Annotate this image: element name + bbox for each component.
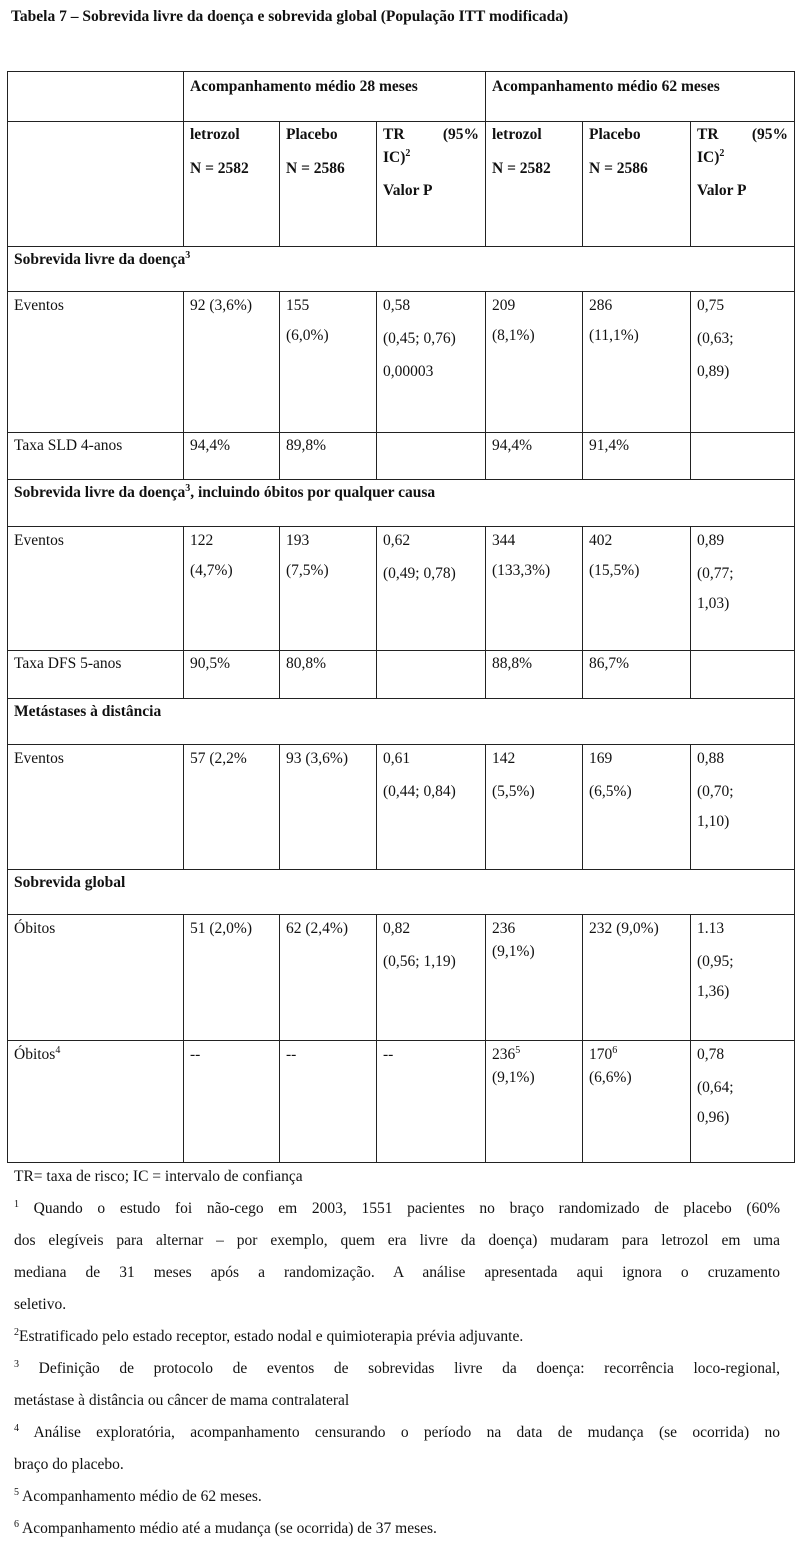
col-n: N = 2582	[492, 159, 551, 177]
footnote-5	[14, 1481, 780, 1513]
col-label: (95%	[751, 126, 788, 143]
cell-line: (0,45; 0,76)	[383, 329, 456, 347]
col-n: N = 2586	[286, 159, 345, 177]
cell	[583, 745, 691, 870]
row-label: Eventos	[8, 527, 184, 651]
results-table	[7, 71, 795, 1163]
col-label: Placebo	[589, 126, 641, 143]
col-label: letrozol	[492, 126, 542, 143]
cell-line: (133,3%)	[492, 561, 551, 579]
cell-line: 1,10)	[697, 812, 730, 830]
table-row	[8, 292, 795, 433]
cell	[377, 292, 486, 433]
cell-line: 170	[589, 1046, 613, 1063]
footnotes	[14, 1161, 780, 1545]
section-row	[8, 699, 795, 745]
cell	[691, 433, 795, 480]
footnote-text: dos elegíveis para alternar – por exemplo, quem era livre da doença) mudaram para letrozol em uma	[14, 1232, 780, 1249]
row-label	[8, 1041, 184, 1163]
cell	[486, 915, 583, 1041]
cell: 89,8%	[280, 433, 377, 480]
cell-line: 0,78	[697, 1046, 725, 1063]
cell	[486, 527, 583, 651]
footnote-ref: 6	[612, 1044, 618, 1056]
footnote-2	[14, 1321, 780, 1353]
footnote-text: metástase à distância ou câncer de mama contralateral	[14, 1392, 350, 1409]
cell-line: 236	[492, 920, 516, 937]
cell: 90,5%	[184, 651, 280, 699]
cell-line: (6,6%)	[589, 1068, 632, 1086]
header-group-row	[8, 72, 795, 122]
col-label: Valor P	[697, 181, 747, 199]
cell-line: 344	[492, 532, 516, 549]
footnote-text: Estratificado pelo estado receptor, estado nodal e quimioterapia prévia adjuvante.	[19, 1328, 524, 1345]
cell-line: 0,58	[383, 297, 411, 314]
cell-line: (8,1%)	[492, 326, 535, 344]
col-label: letrozol	[190, 126, 240, 143]
cell: 88,8%	[486, 651, 583, 699]
table-row	[8, 915, 795, 1041]
section-dfs	[8, 247, 795, 292]
footnote-text: braço do placebo.	[14, 1456, 124, 1473]
table-title: Tabela 7 – Sobrevida livre da doença e sobrevida global (População ITT modificada)	[11, 8, 569, 25]
footnote-text: Acompanhamento médio até a mudança (se ocorrida) de 37 meses.	[22, 1520, 437, 1537]
column-header-row	[8, 122, 795, 247]
cell: 94,4%	[184, 433, 280, 480]
cell: --	[377, 1041, 486, 1163]
footnote-marker: 5	[14, 1486, 19, 1498]
footnote-ref: 3	[185, 482, 191, 494]
cell-line: (0,63;	[697, 329, 734, 347]
cell: 51 (2,0%)	[184, 915, 280, 1041]
group-62-months: Acompanhamento médio 62 meses	[486, 72, 795, 122]
col-label: TR	[383, 126, 405, 143]
cell	[377, 651, 486, 699]
cell-line: 1,36)	[697, 982, 730, 1000]
cell	[691, 292, 795, 433]
cell-line: 122	[190, 532, 214, 549]
cell-line: 0,62	[383, 532, 411, 549]
cell-line: (0,44; 0,84)	[383, 782, 456, 800]
cell	[583, 527, 691, 651]
row-label: Óbitos	[8, 915, 184, 1041]
footnote-text: mediana de 31 meses após a randomização. A análise apresentada aqui ignora o cruzamento	[14, 1264, 780, 1281]
section-row	[8, 870, 795, 915]
cell-line: 0,96)	[697, 1108, 730, 1126]
cell	[184, 527, 280, 651]
footnote-ref: 2	[719, 147, 725, 159]
cell-line: 402	[589, 532, 613, 549]
cell-line: 1.13	[697, 920, 725, 937]
footnote-3	[14, 1353, 780, 1385]
row-label: Eventos	[8, 745, 184, 870]
cell: 80,8%	[280, 651, 377, 699]
row-label: Taxa SLD 4-anos	[8, 433, 184, 480]
cell-line: 0,89)	[697, 362, 730, 380]
col-n: N = 2586	[589, 159, 648, 177]
footnote-marker: 2	[14, 1326, 19, 1338]
footnote-text: Análise exploratória, acompanhamento censurando o período na data de mudança (se ocorrida) no	[33, 1424, 780, 1441]
table-row	[8, 651, 795, 699]
cell-line: (7,5%)	[286, 561, 329, 579]
cell-line: (0,70;	[697, 782, 734, 800]
section-title: Sobrevida livre da doença	[14, 484, 186, 501]
cell: 93 (3,6%)	[280, 745, 377, 870]
col-label: (95%	[442, 126, 479, 143]
cell-line: (4,7%)	[190, 561, 233, 579]
col-label: TR	[697, 126, 719, 143]
cell-line: (9,1%)	[492, 1068, 535, 1086]
table-row	[8, 527, 795, 651]
cell	[691, 651, 795, 699]
footnote-4	[14, 1417, 780, 1449]
cell-line: 286	[589, 297, 613, 314]
section-dfs-all-causes	[8, 480, 795, 527]
cell: 94,4%	[486, 433, 583, 480]
col-n: N = 2582	[190, 159, 249, 177]
section-row	[8, 247, 795, 292]
cell-line: (5,5%)	[492, 782, 535, 800]
cell	[486, 292, 583, 433]
cell	[691, 1041, 795, 1163]
row-label: Eventos	[8, 292, 184, 433]
footnote-text: Quando o estudo foi não-cego em 2003, 1551 pacientes no braço randomizado de placebo (60%	[33, 1200, 780, 1217]
row-label-text: Óbitos	[14, 1046, 56, 1063]
footnote-ref: 2	[405, 147, 411, 159]
footnote-text: seletivo.	[14, 1296, 67, 1313]
cell-line: 0,00003	[383, 362, 434, 380]
footnote-ref: 3	[185, 249, 191, 261]
section-overall-survival: Sobrevida global	[8, 870, 795, 915]
cell-line: (0,77;	[697, 564, 734, 582]
col-placebo-62	[583, 122, 691, 247]
cell-line: 0,75	[697, 297, 725, 314]
col-letrozol-28	[184, 122, 280, 247]
cell	[486, 745, 583, 870]
row-label: Taxa DFS 5-anos	[8, 651, 184, 699]
footnote-1	[14, 1193, 780, 1225]
cell: 62 (2,4%)	[280, 915, 377, 1041]
col-label: Placebo	[286, 126, 338, 143]
section-title: Sobrevida livre da doença	[14, 251, 186, 268]
cell	[486, 1041, 583, 1163]
cell-line: 193	[286, 532, 310, 549]
cell: 91,4%	[583, 433, 691, 480]
cell-line: 155	[286, 297, 310, 314]
cell: 57 (2,2%	[184, 745, 280, 870]
footnote-6	[14, 1513, 780, 1545]
cell-line: 236	[492, 1046, 516, 1063]
cell: 92 (3,6%)	[184, 292, 280, 433]
cell	[377, 527, 486, 651]
col-label: IC)	[383, 148, 406, 166]
cell-line: (11,1%)	[589, 326, 639, 344]
cell	[377, 745, 486, 870]
col-placebo-28	[280, 122, 377, 247]
cell-line: 0,88	[697, 750, 725, 767]
cell-line: 209	[492, 297, 516, 314]
footnote-marker: 1	[14, 1198, 19, 1210]
cell: 232 (9,0%)	[583, 915, 691, 1041]
cell-line: 1,03)	[697, 594, 730, 612]
cell-line: 0,61	[383, 750, 411, 767]
section-metastases: Metástases à distância	[8, 699, 795, 745]
cell-line: (15,5%)	[589, 561, 640, 579]
cell	[377, 433, 486, 480]
cell-line: 169	[589, 750, 613, 767]
col-tr-28	[377, 122, 486, 247]
table-row	[8, 1041, 795, 1163]
cell	[583, 292, 691, 433]
section-row	[8, 480, 795, 527]
footnote-marker: 3	[14, 1358, 19, 1370]
cell: --	[184, 1041, 280, 1163]
cell	[280, 292, 377, 433]
cell-line: (0,56; 1,19)	[383, 952, 456, 970]
cell-line: 0,82	[383, 920, 411, 937]
table-row	[8, 433, 795, 480]
empty-header-cell	[8, 72, 184, 122]
footnote-text: Definição de protocolo de eventos de sobrevidas livre da doença: recorrência loco-regional,	[38, 1360, 781, 1377]
cell	[377, 915, 486, 1041]
cell-line: (6,0%)	[286, 326, 329, 344]
col-label: Valor P	[383, 181, 433, 199]
table-row	[8, 745, 795, 870]
empty-header-cell	[8, 122, 184, 247]
cell-line: (9,1%)	[492, 942, 535, 960]
cell	[691, 745, 795, 870]
col-label: IC)	[697, 148, 720, 166]
footnote-marker: 6	[14, 1518, 19, 1530]
cell-line: (0,49; 0,78)	[383, 564, 456, 582]
cell	[583, 1041, 691, 1163]
footnote-marker: 4	[14, 1422, 19, 1434]
footnote-text: Acompanhamento médio de 62 meses.	[22, 1488, 262, 1505]
cell-line: (0,95;	[697, 952, 734, 970]
cell	[691, 915, 795, 1041]
cell: 86,7%	[583, 651, 691, 699]
cell	[691, 527, 795, 651]
footnote-abbreviations: TR= taxa de risco; IC = intervalo de confiança	[14, 1168, 303, 1185]
cell-line: (0,64;	[697, 1078, 734, 1096]
col-letrozol-62	[486, 122, 583, 247]
cell	[280, 527, 377, 651]
footnote-ref: 4	[55, 1044, 61, 1056]
section-title: , incluindo óbitos por qualquer causa	[190, 484, 436, 501]
cell-line: (6,5%)	[589, 782, 632, 800]
col-tr-62	[691, 122, 795, 247]
footnote-ref: 5	[515, 1044, 521, 1056]
cell-line: 0,89	[697, 532, 725, 549]
cell-line: 142	[492, 750, 516, 767]
group-28-months: Acompanhamento médio 28 meses	[184, 72, 486, 122]
cell: --	[280, 1041, 377, 1163]
